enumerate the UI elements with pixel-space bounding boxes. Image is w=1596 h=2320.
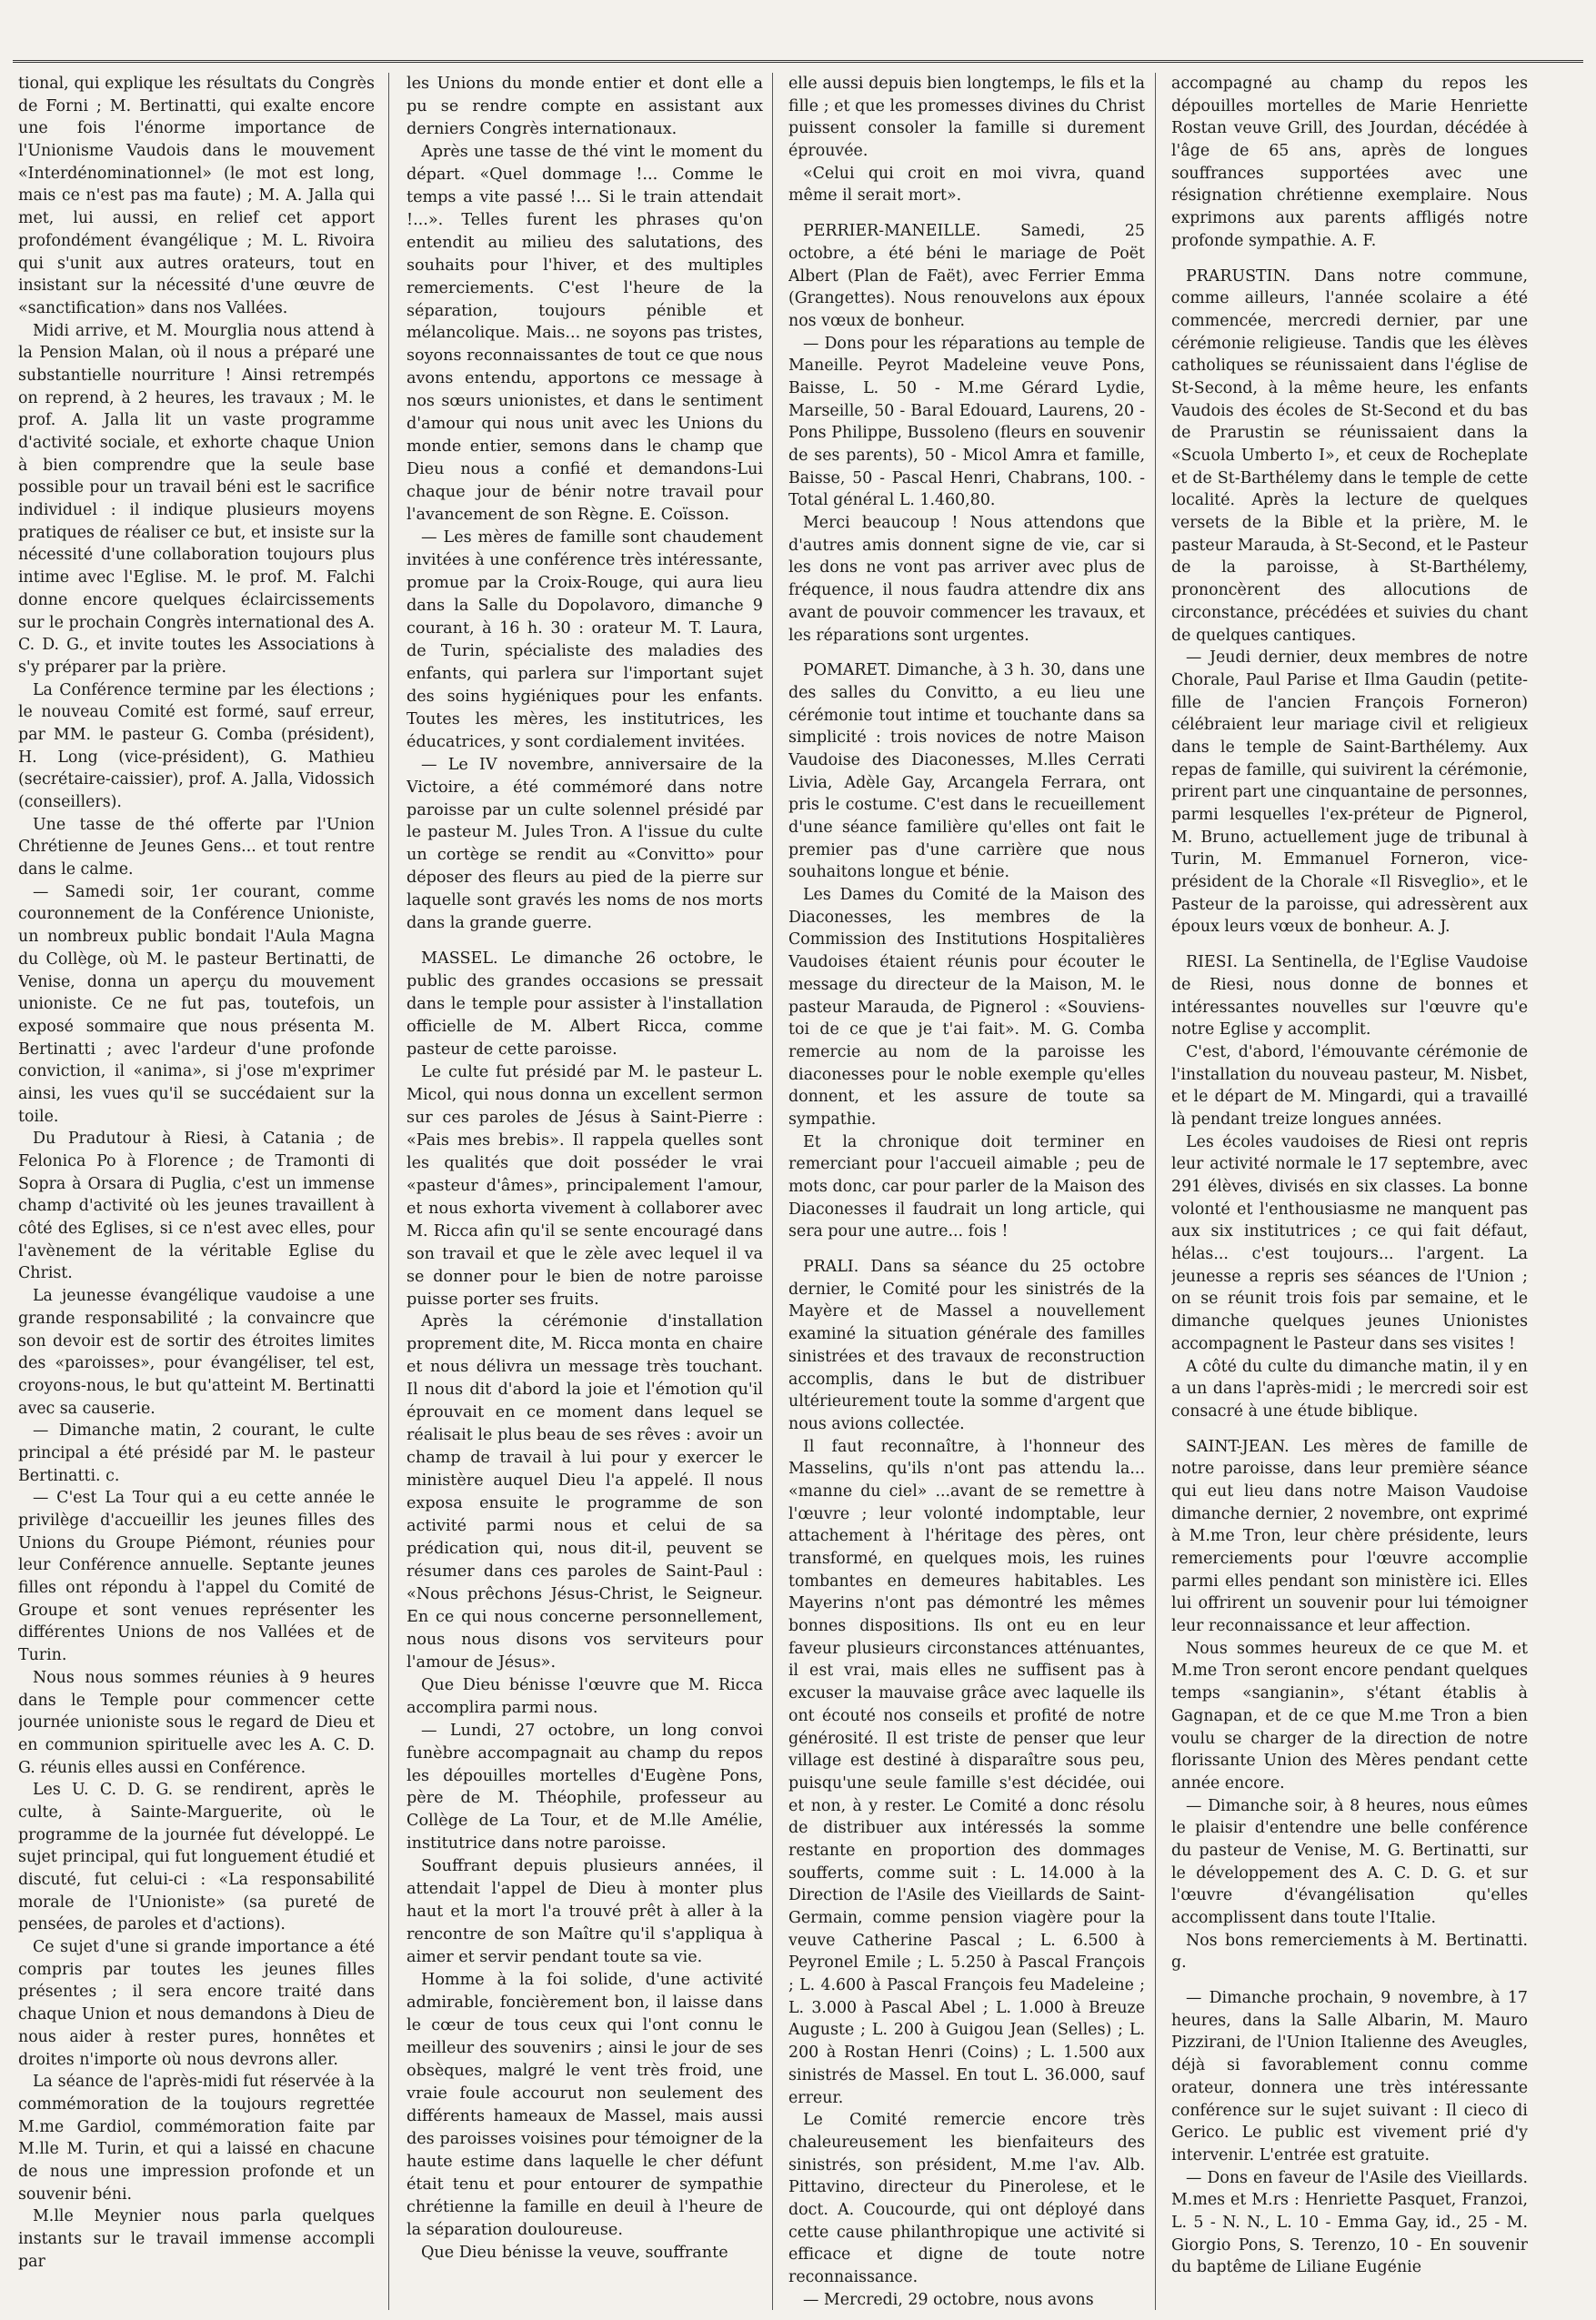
- section-saint-jean: SAINT-JEAN. Les mères de famille de notre paroisse, dans leur première séance qui eut lieu dans notre Maison Vaudoise dimanche dernier, 2 novembre, ont exprimé à M.me Tron, leur chère présidente, leurs remerciements pour l'œuvre accomplie parmi elles pendant son ministère ici. Elles lui offrirent un souvenir pour lui témoigner leur reconnaissance et leur affection.: [1171, 1437, 1528, 1636]
- paragraph: Du Pradutour à Riesi, à Catania ; de Felonica Po à Florence ; de Tramonti di Sopra à Orsara di Puglia, c'est un immense champ d'activité où les jeunes travaillent à côté des Eglises, si ce n'est avec elles, pour l'avènement de la véritable Eglise du Christ.: [18, 1130, 375, 1283]
- section-gap: [788, 1243, 1145, 1256]
- paragraph: Les écoles vaudoises de Riesi ont repris leur activité normale le 17 septembre, avec 291 élèves, divisés en six classes. La bonne volonté et l'enthousiasme ne manquent pas aux six institutrices ; ce qui fait défaut, hélas... c'est toujours... l'argent. La jeunesse a repris ses séances de l'Union ; on se réunit trois fois par semaine, et le dimanche quelques jeunes Unionistes accompagnent le Pasteur dans ses visites !: [1171, 1132, 1528, 1353]
- paragraph: Nos bons remerciements à M. Bertinatti. g.: [1171, 1931, 1528, 1973]
- section-gap: [1171, 1423, 1528, 1436]
- paragraph: Que Dieu bénisse la veuve, souffrante: [421, 2243, 728, 2262]
- section-massel: MASSEL. Le dimanche 26 octobre, le public des grandes occasions se pressait dans le temple pour assister à l'installation officielle de M. Albert Ricca, comme pasteur de cette paroisse.: [407, 949, 763, 1060]
- paragraph: La jeunesse évangélique vaudoise a une grande responsabilité ; la convaincre que son devoir est de sortir des étroites limites des «paroisses», pour évangéliser, tel est, croyons-nous, le but qu'atteint M. Bertinatti avec sa causerie.: [18, 1287, 375, 1418]
- paragraph: — Lundi, 27 octobre, un long convoi funèbre accompagnait au champ du repos les dépouilles mortelles d'Eugène Pons, père de M. Théophile, professeur au Collège de La Tour, et de M.lle Amélie, institutrice dans notre paroisse.: [407, 1721, 763, 1853]
- paragraph: Nous nous sommes réunies à 9 heures dans le Temple pour commencer cette journée unioniste sous le regard de Dieu et en communion spirituelle avec les A. C. D. G. réunis elles aussi en Conférence.: [18, 1668, 375, 1777]
- paragraph: elle aussi depuis bien longtemps, le fils et la fille ; et que les promesses divines du Christ puissent consoler la famille si durement éprouvée.: [788, 75, 1145, 161]
- top-rule: [13, 60, 1583, 63]
- section-gap: [1171, 939, 1528, 951]
- paragraph: les Unions du monde entier et dont elle a pu se rendre compte en assistant aux derniers Congrès internationaux.: [407, 75, 763, 138]
- paragraph: Les U. C. D. G. se rendirent, après le culte, à Sainte-Marguerite, où le programme de la journée fut développé. Le sujet principal, qui fut longuement étudié et discuté, fut celui-ci : «La responsabilité morale de l'Unioniste» (sa pureté de pensées, de paroles et d'actions).: [18, 1781, 375, 1934]
- column-divider: [1155, 73, 1156, 2310]
- paragraph: — Dons en faveur de l'Asile des Vieillards. M.mes et M.rs : Henriette Pasquet, Franzoi, L. 5 - N. N., L. 10 - Emma Gay, id., 25 - M. Giorgio Pons, S. Terenzo, 10 - En souvenir du baptême de Liliane Eugénie: [1171, 2168, 1528, 2277]
- section-gap: [407, 935, 763, 948]
- paragraph: — Dons pour les réparations au temple de Maneille. Peyrot Madeleine veuve Pons, Baisse, L. 50 - M.me Gérard Lydie, Marseille, 50 - Baral Edouard, Laurens, 20 - Pons Philippe, Bussoleno (fleurs en souvenir de ses parents), 50 - Micol Amra et famille, Baisse, 50 - Pascal Henri, Chabrans, 100. - Total général L. 1.460,80.: [788, 334, 1145, 510]
- section-gap: [1171, 253, 1528, 266]
- paragraph: Après la cérémonie d'installation proprement dite, M. Ricca monta en chaire et nous délivra un message très touchant. Il nous dit d'abord la joie et l'émotion qu'il éprouvait en ce moment dans lequel se réalisait le plus beau de ses rêves : avoir un champ de travail à lui pour y exercer le ministère auquel Dieu l'a appelé. Il nous exposa ensuite le programme de son activité parmi nous et celui de sa prédication qui, nous dit-il, peuvent se résumer dans ces paroles de Saint-Paul : «Nous prêchons Jésus-Christ, le Seigneur. En ce qui nous concerne personnellement, nous nous disons vos serviteurs pour l'amour de Jésus».: [407, 1312, 763, 1672]
- paragraph: Merci beaucoup ! Nous attendons que d'autres amis donnent signe de vie, car si les dons ne vont pas arriver avec plus de fréquence, il nous faudra attendre dix ans avant de pouvoir commencer les travaux, et les réparations sont urgentes.: [788, 514, 1145, 645]
- paragraph: Que Dieu bénisse l'œuvre que M. Ricca accomplira parmi nous.: [407, 1675, 763, 1717]
- paragraph: Souffrant depuis plusieurs années, il attendait l'appel de Dieu à monter plus haut et la mort l'a trouvé prêt à aller à la rencontre de son Maître qu'il s'appliqua à aimer et servir pendant toute sa vie.: [407, 1857, 763, 1967]
- section-perrier-maneille: PERRIER-MANEILLE. Samedi, 25 octobre, a été béni le mariage de Poët Albert (Plan de Faët), avec Ferrier Emma (Grangettes). Nous renouvelons aux époux nos vœux de bonheur.: [788, 222, 1145, 330]
- section-gap: [788, 647, 1145, 659]
- paragraph: accompagné au champ du repos les dépouilles mortelles de Marie Henriette Rostan veuve Grill, des Jourdan, décédée à l'âge de 65 ans, après de longues souffrances supportées avec une résignation chrétienne exemplaire. Nous exprimons aux parents affligés notre profonde sympathie. A. F.: [1171, 75, 1528, 250]
- paragraph: — Jeudi dernier, deux membres de notre Chorale, Paul Parise et Ilma Gaudin (petite-fille de l'ancien François Forneron) célébraient leur mariage civil et religieux dans le temple de Saint-Barthélemy. Aux repas de famille, qui suivirent la cérémonie, prirent part une cinquantaine de personnes, parmi lesquelles l'ex-préteur de Pignerol, M. Bruno, actuellement juge de tribunal à Turin, M. Emmanuel Forneron, vice-président de la Chorale «Il Risveglio», et le Pasteur de la paroisse, qui adressèrent aux époux leurs vœux de bonheur. A. J.: [1171, 648, 1528, 937]
- paragraph: Nous sommes heureux de ce que M. et M.me Tron seront encore pendant quelques temps «sangianin», s'étant établis à Gagnapan, et de ce que M.me Tron a bien voulu se charger de la direction de notre florissante Union des Mères pendant cette année encore.: [1171, 1639, 1528, 1793]
- paragraph: tional, qui explique les résultats du Congrès de Forni ; M. Bertinatti, qui exalte encore une fois l'énorme importance de l'Unionisme Vaudois dans le mouvement «Interdénominationnel» (le mot est long, mais ce n'est pas ma faute) ; M. A. Jalla qui met, lui aussi, en relief cet apport profondément évangélique ; M. L. Rivoira qui s'unit aux autres orateurs, tout en insistant sur la nécessité d'une œuvre de «sanctification» dans nos Vallées.: [18, 75, 375, 317]
- section-riesi: RIESI. La Sentinella, de l'Eglise Vaudoise de Riesi, nous donne de bonnes et intéressantes nouvelles sur l'œuvre qu'e notre Eglise y accomplit.: [1171, 953, 1528, 1039]
- paragraph: «Celui qui croit en moi vivra, quand même il serait mort».: [788, 164, 1145, 206]
- paragraph: — Samedi soir, 1er courant, comme couronnement de la Conférence Unioniste, un nombreux public bondait l'Aula Magna du Collège, où M. le pasteur Bertinatti, de Venise, donna un aperçu du mouvement unioniste. Ce ne fut pas, toutefois, un exposé sommaire que nous présenta M. Bertinatti ; avec l'ardeur d'une profonde conviction, il «anima», si j'ose m'exprimer ainsi, les vues qu'il se succédaient sur la toile.: [18, 882, 375, 1126]
- paragraph: — Mercredi, 29 octobre, nous avons: [803, 2290, 1094, 2309]
- paragraph: Les Dames du Comité de la Maison des Diaconesses, les membres de la Commission des Institutions Hospitalières Vaudoises étaient réunis pour écouter le message du directeur de la Maison, M. le pasteur Marauda, de Pignerol : «Souviens-toi de ce que je t'ai fait». M. G. Comba remercie au nom de la paroisse les diaconesses pour le noble exemple qu'elles donnent, et les assure de toute sa sympathie.: [788, 886, 1145, 1129]
- paragraph: La Conférence termine par les élections ; le nouveau Comité est formé, sauf erreur, par MM. le pasteur G. Comba (président), H. Long (vice-président), G. Mathieu (secrétaire-caissier), prof. A. Jalla, Vidossich (conseillers).: [18, 680, 375, 811]
- paragraph: — C'est La Tour qui a eu cette année le privilège d'accueillir les jeunes filles des Unions du Groupe Piémont, réunies pour leur Conférence annuelle. Septante jeunes filles ont répondu à l'appel du Comité de Groupe et sont venues représenter les différentes Unions de nos Vallées et de Turin.: [18, 1489, 375, 1665]
- paragraph: C'est, d'abord, l'émouvante cérémonie de l'installation du nouveau pasteur, M. Nisbet, et le départ de M. Mingardi, qui a travaillé là pendant treize longues années.: [1171, 1042, 1528, 1129]
- paragraph: — Dimanche soir, à 8 heures, nous eûmes le plaisir d'entendre une belle conférence du pasteur de Venise, M. G. Bertinatti, sur le développement des A. C. D. G. et sur l'œuvre d'évangélisation qu'elles accomplissent dans toute l'Italie.: [1171, 1796, 1528, 1927]
- paragraph: — Le IV novembre, anniversaire de la Victoire, a été commémoré dans notre paroisse par un culte solennel présidé par le pasteur M. Jules Tron. A l'issue du culte un cortège se rendit au «Convitto» pour déposer des fleurs au pied de la pierre sur laquelle sont gravés les noms de nos morts dans la grande guerre.: [407, 755, 763, 933]
- section-prali: PRALI. Dans sa séance du 25 octobre dernier, le Comité pour les sinistrés de la Mayère et de Massel a nouvellement examiné la situation générale des familles sinistrées et des travaux de reconstruction accomplis, dans le but de distribuer ultérieurement toute la somme d'argent que nous avions collectée.: [788, 1258, 1145, 1433]
- column-1: [18, 73, 375, 2310]
- section-prarustin: PRARUSTIN. Dans notre commune, comme ailleurs, l'année scolaire a été commencée, mercredi dernier, par une cérémonie religieuse. Tandis que les élèves catholiques se réunissaient dans l'église de St-Second, à la même heure, les enfants Vaudois des écoles de St-Second et du bas de Prarustin se réunissaient dans la «Scuola Umberto I», et ceux de Rocheplate et de St-Barthélemy dans le temple de cette localité. Après la lecture de quelques versets de la Bible et la prière, M. le pasteur Marauda, à St-Second, et le Pasteur de la paroisse, à St-Barthélemy, prononcèrent des allocutions de circonstance, précédées et suivies du chant de quelques cantiques.: [1171, 266, 1528, 645]
- section-pomaret: POMARET. Dimanche, à 3 h. 30, dans une des salles du Convitto, a eu lieu une cérémonie tout intime et touchante dans sa simplicité : trois novices de notre Maison Vaudoise des Diaconesses, M.lles Cerrati Livia, Adèle Gay, Arcangela Ferrara, ont pris le costume. C'est dans le recueillement d'une séance familière qu'elles ont fait le premier pas d'une carrière que nous souhaitons longue et bénie.: [788, 661, 1145, 882]
- paragraph: La séance de l'après-midi fut réservée à la commémoration de la toujours regrettée M.me Gardiol, commémoration faite par M.lle M. Turin, et qui a laissé en chacune de nous une impression profonde et un souvenir béni.: [18, 2073, 375, 2204]
- column-divider: [772, 73, 773, 2310]
- column-3: [788, 73, 1145, 2310]
- paragraph: A côté du culte du dimanche matin, il y en a un dans l'après-midi ; le mercredi soir est consacré à une étude biblique.: [1171, 1357, 1528, 1421]
- paragraph: Et la chronique doit terminer en remerciant pour l'accueil aimable ; peu de mots donc, car pour parler de la Maison des Diaconesses il faudrait un long article, qui sera pour une autre... fois !: [788, 1132, 1145, 1241]
- paragraph: Il faut reconnaître, à l'honneur des Masselins, qu'ils n'ont pas attendu la... «manne du ciel» ...avant de se remettre à l'œuvre ; leur volonté indomptable, leur attachement à l'héritage des pères, ont transformé, en quelques mois, les ruines tombantes en demeures habitables. Les Mayerins n'ont pas démontré les mêmes bonnes dispositions. Ils ont eu en leur faveur plusieurs circonstances atténuantes, il est vrai, mais elles ne suffisent pas à excuser la mauvaise grâce avec laquelle ils ont écouté nos conseils et profité de notre générosité. Il est triste de penser que leur village est destiné à disparaître sous peu, puisqu'une seule famille s'est décidée, oui et non, à y rester. Le Comité a donc résolu de distribuer aux intéressés la somme restante en proportion des dommages soufferts, comme suit : L. 14.000 à la Direction de l'Asile des Vieillards de Saint-Germain, comme pension viagère pour la veuve Catherine Pascal ; L. 6.500 à Peyronel Emile ; L. 5.250 à Pascal François ; L. 4.600 à Pascal François feu Madeleine ; L. 3.000 à Pascal Abel ; L. 1.000 à Breuze Auguste ; L. 200 à Guigou Jean (Selles) ; L. 200 à Rostan Henri (Coins) ; L. 1.500 aux sinistrés de Massel. En tout L. 36.000, sauf erreur.: [788, 1437, 1145, 2107]
- paragraph: Ce sujet d'une si grande importance a été compris par toutes les jeunes filles présentes ; il sera encore traité dans chaque Union et nous demandons à Dieu de nous aider à rester pures, honnêtes et droites n'importe où nous devrons aller.: [18, 1938, 375, 2069]
- column-4: [1171, 73, 1528, 2310]
- paragraph: Après une tasse de thé vint le moment du départ. «Quel dommage !... Comme le temps a vite passé !... Si le train attendait !...». Telles furent les phrases qu'on entendit au milieu des salutations, des souhaits pour l'hiver, et des multiples remerciements. C'est l'heure de la séparation, toujours pénible et mélancolique. Mais... ne soyons pas tristes, soyons reconnaissantes de tout ce que nous avons entendu, apportons ce message à nos sœurs unionistes, et dans le sentiment d'amour qui nous unit avec les Unions du monde entier, semons dans le champ que Dieu nous a confié et demandons-Lui chaque jour de bénir notre travail pour l'avancement de son Règne. E. Coïsson.: [407, 142, 763, 525]
- paragraph: — Les mères de famille sont chaudement invitées à une conférence très intéressante, promue par la Croix-Rouge, qui aura lieu dans la Salle du Dopolavoro, dimanche 9 courant, à 16 h. 30 : orateur M. T. Laura, de Turin, spécialiste des maladies des enfants, qui parlera sur l'important sujet des soins hygiéniques pour les enfants. Toutes les mères, les institutrices, les éducatrices, y sont cordialement invitées.: [407, 528, 763, 751]
- paragraph: — Dimanche prochain, 9 novembre, à 17 heures, dans la Salle Albarin, M. Mauro Pizzirani, de l'Union Italienne des Aveugles, déjà si favorablement connu comme orateur, donnera une très intéressante conférence sur le sujet suivant : Il cieco di Gerico. Le public est vivement prié d'y intervenir. L'entrée est gratuite.: [1171, 1989, 1528, 2164]
- column-divider: [388, 73, 389, 2310]
- section-gap: [788, 207, 1145, 220]
- paragraph: — Dimanche matin, 2 courant, le culte principal a été présidé par M. le pasteur Bertinatti. c.: [18, 1421, 375, 1485]
- paragraph: Homme à la foi solide, d'une activité admirable, foncièrement bon, il laisse dans le cœur de tous ceux qui l'ont connu le meilleur des souvenirs ; ainsi le jour de ses obsèques, malgré le vent très froid, une vraie foule accourut non seulement des différents hameaux de Massel, mais aussi des paroisses voisines pour témoigner de la haute estime dans laquelle le cher défunt était tenu et pour entourer de sympathie chrétienne la famille en deuil à l'heure de la séparation douloureuse.: [407, 1971, 763, 2239]
- paragraph: Midi arrive, et M. Mourglia nous attend à la Pension Malan, où il nous a préparé une substantielle nourriture ! Ainsi retrempés on reprend, à 2 heures, les travaux ; M. le prof. A. Jalla lit un vaste programme d'activité sociale, et exhorte chaque Union à bien comprendre que la seule base possible pour un travail béni est le sacrifice individuel : il indique plusieurs moyens pratiques de réaliser ce but, et insiste sur la nécessité d'une collaboration toujours plus intime avec l'Eglise. M. le prof. M. Falchi donne encore quelques éclaircissements sur le prochain Congrès international des A. C. D. G., et invite toutes les Associations à s'y préparer par la prière.: [18, 321, 375, 677]
- paragraph: Le culte fut présidé par M. le pasteur L. Micol, qui nous donna un excellent sermon sur ces paroles de Jésus à Saint-Pierre : «Pais mes brebis». Il rappela quelles sont les qualités que doit posséder le vrai «pasteur d'âmes», principalement l'amour, et nous exhorta vivement à collaborer avec M. Ricca afin qu'il se sente encouragé dans son travail et que le zèle avec lequel il va se donner pour le bien de notre paroisse puisse porter ses fruits.: [407, 1062, 763, 1309]
- paragraph: Le Comité remercie encore très chaleureusement les bienfaiteurs des sinistrés, son président, M.me l'av. Alb. Pittavino, directeur du Pinerolese, et le doct. A. Coucourde, qui ont déployé dans cette cause philanthropique une activité si efficace et digne de toute notre reconnaissance.: [788, 2111, 1145, 2286]
- paragraph: Une tasse de thé offerte par l'Union Chrétienne de Jeunes Gens... et tout rentre dans le calme.: [18, 815, 375, 879]
- column-2: [407, 73, 763, 2310]
- paragraph: M.lle Meynier nous parla quelques instants sur le travail immense accompli par: [18, 2207, 375, 2271]
- section-gap: [1171, 1974, 1528, 1987]
